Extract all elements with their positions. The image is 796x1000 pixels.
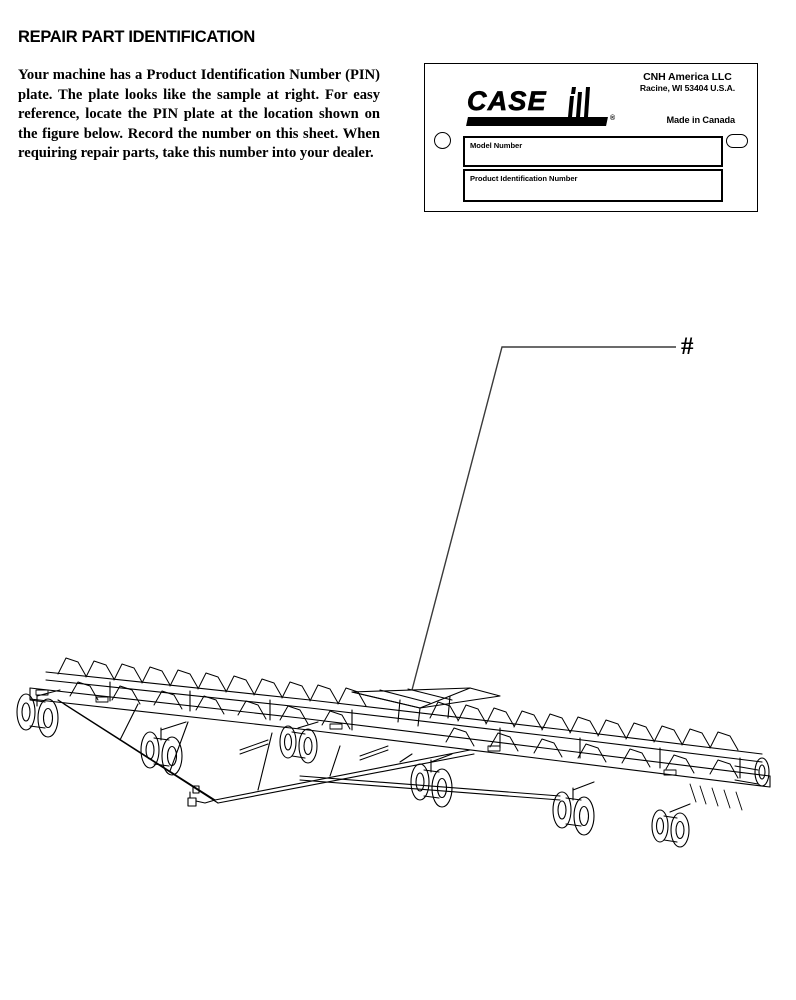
callout-marker: # (681, 333, 694, 360)
right-mounting-hole-icon (726, 134, 748, 148)
model-number-label: Model Number (470, 141, 523, 150)
plate-company-address: Racine, WI 53404 U.S.A. (639, 82, 735, 93)
product-identification-number-label: Product Identification Number (470, 174, 578, 183)
case-ih-logo (467, 86, 619, 132)
ih-bars-mark-icon (566, 87, 592, 117)
pin-plate-sample (424, 63, 758, 212)
machine-line-drawing (0, 600, 796, 900)
plate-manufacturer-block (640, 72, 735, 93)
left-mounting-hole-icon (434, 132, 451, 149)
model-number-field (463, 136, 723, 167)
plate-company-name: CNH America LLC (643, 71, 732, 83)
plate-country-of-origin: Made in Canada (666, 115, 735, 125)
logo-underbar (466, 117, 608, 126)
registered-trademark-icon: ® (610, 115, 616, 122)
page-title: REPAIR PART IDENTIFICATION (18, 28, 255, 46)
product-identification-number-field (463, 169, 723, 202)
case-wordmark: CASE (467, 86, 547, 116)
intro-paragraph: Your machine has a Product Identification Number (PIN) plate. The plate looks like the sample at right. For easy reference, locate the PIN plate at the location shown on the figure below. Record the number on this sheet. When requiring repair parts, take this number into your dealer. (18, 67, 380, 161)
